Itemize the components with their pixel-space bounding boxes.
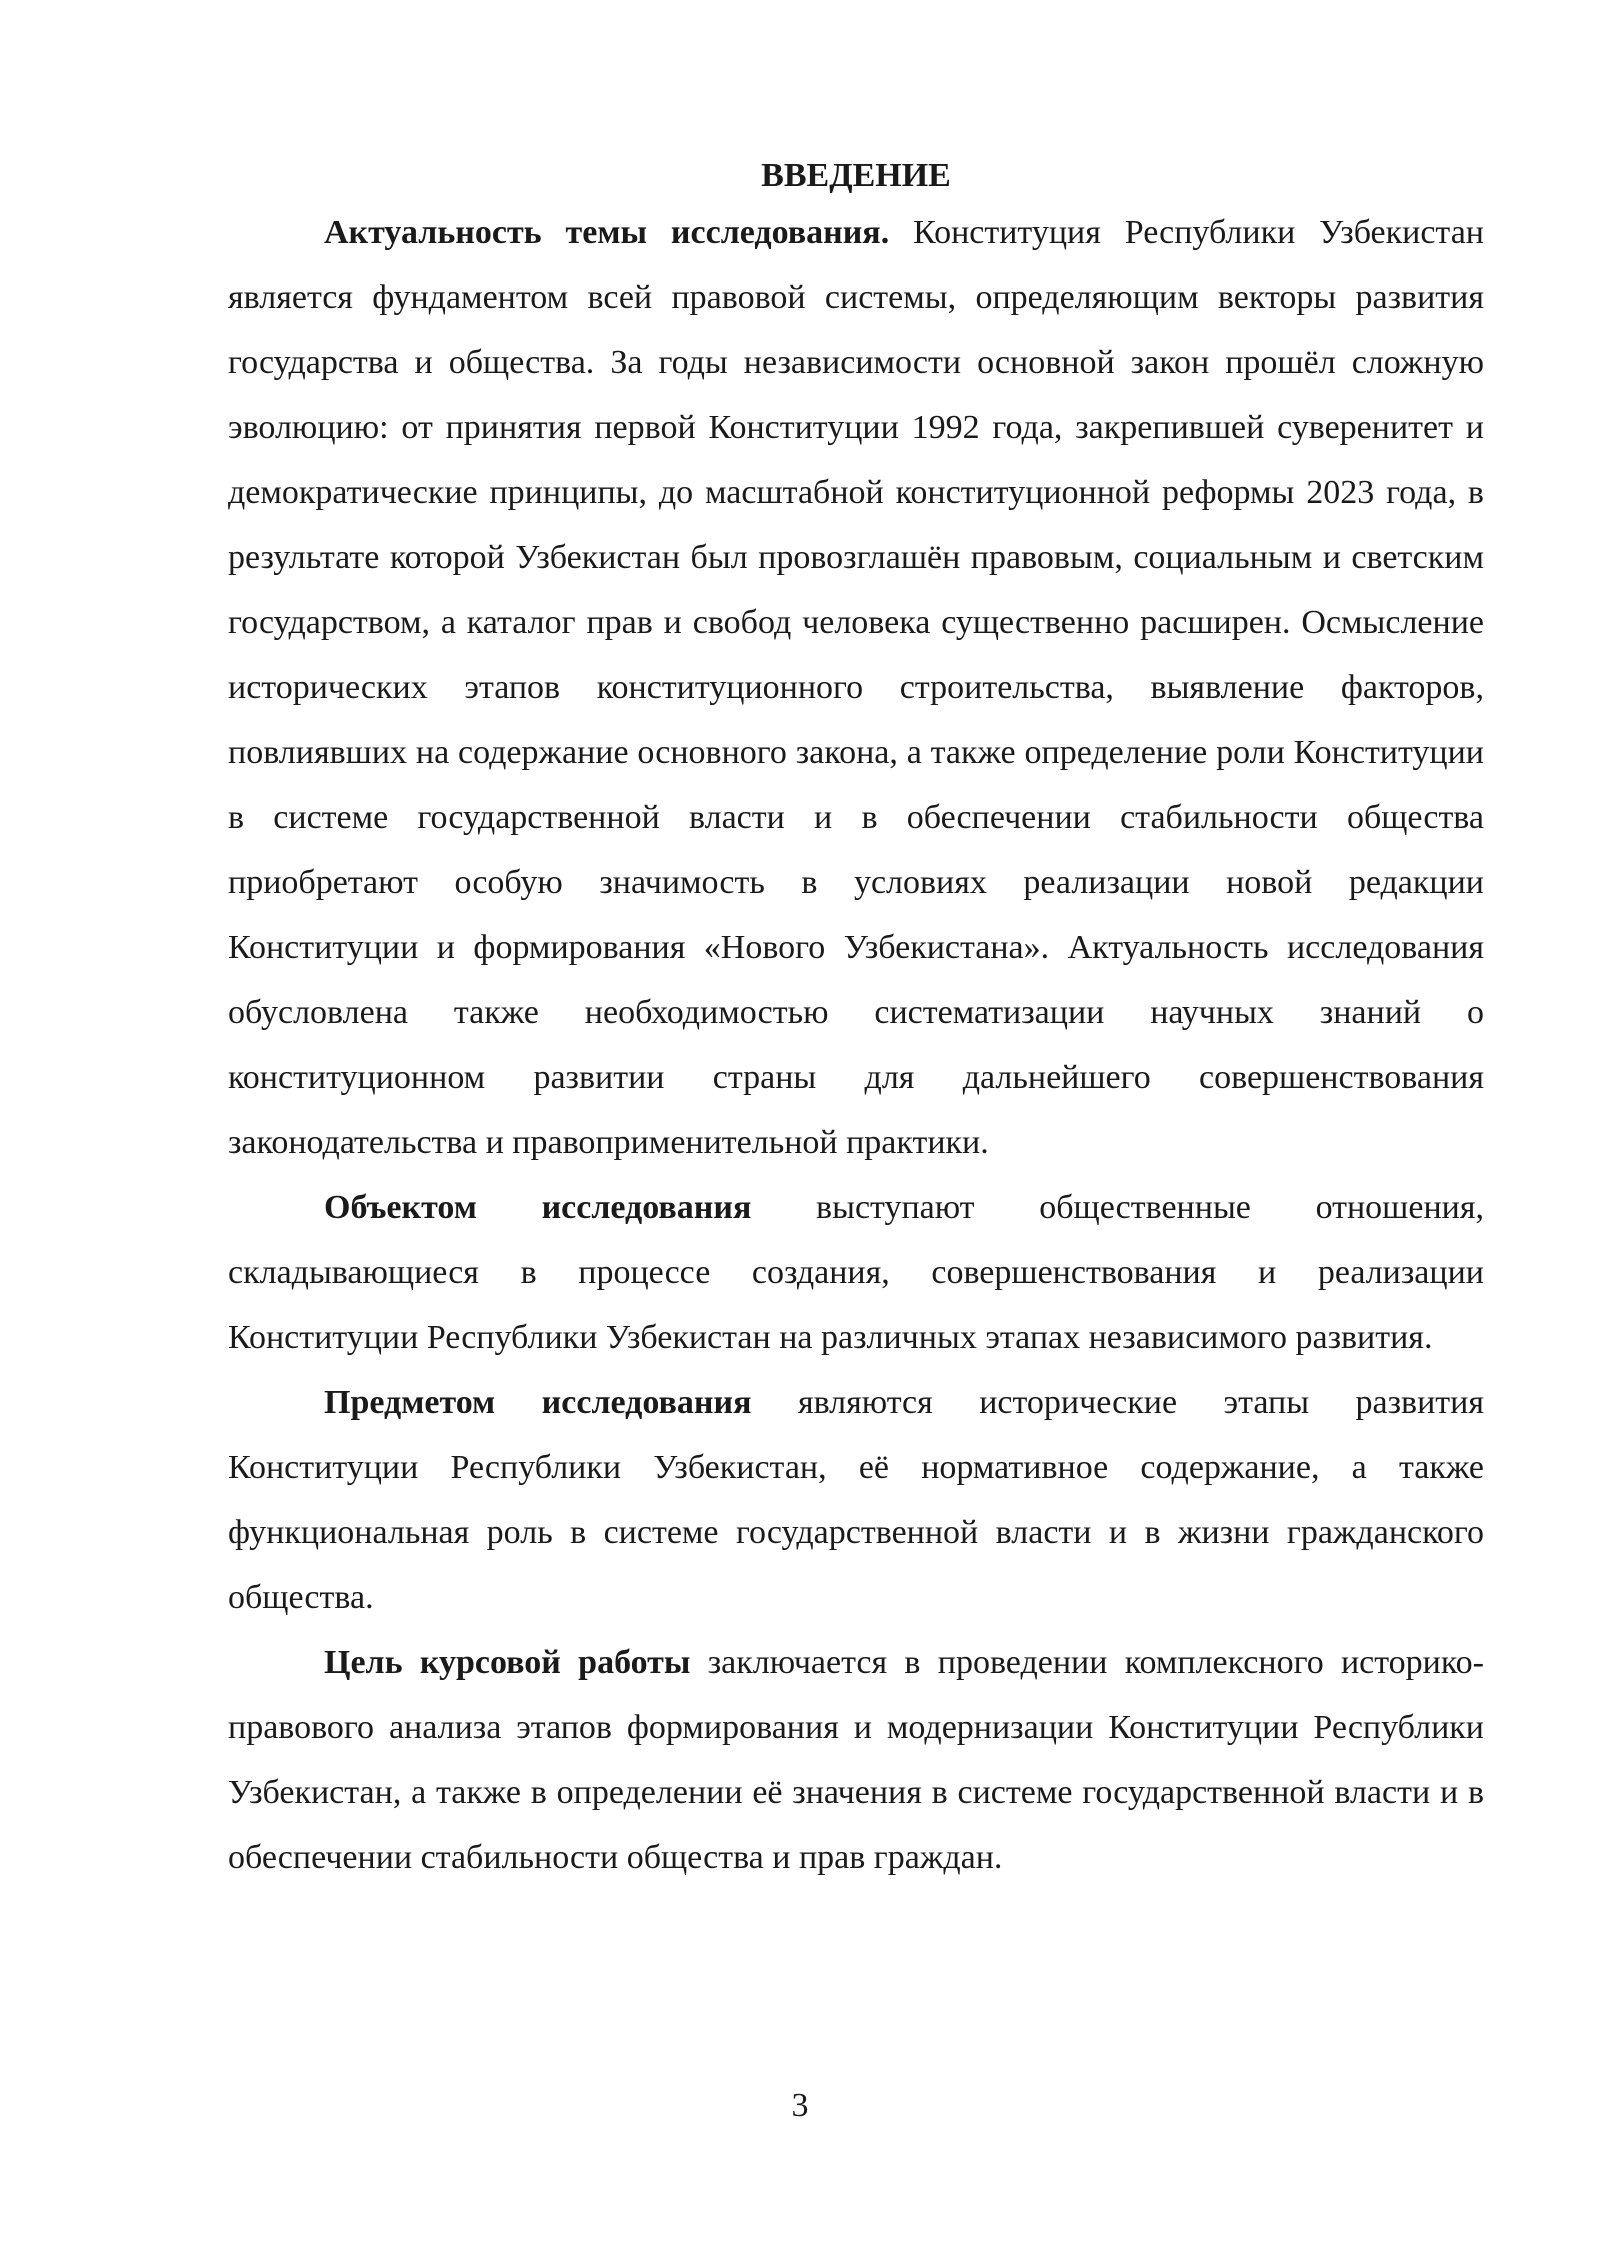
paragraph-relevance [228, 200, 1484, 1175]
paragraph-goal [228, 1630, 1484, 1890]
paragraph-text-object: выступают общественные отношения, складывающиеся в процессе создания, совершенствования и реализации Конституции Республики Узбекистан на различных этапах независимого развития. [228, 1189, 1484, 1356]
page-content [228, 152, 1484, 1890]
paragraph-lead-object: Объектом исследования [324, 1189, 752, 1226]
paragraph-text-goal: заключается в проведении комплексного историко-правового анализа этапов формирования и модернизации Конституции Республики Узбекистан, а также в определении её значения в системе государственной власти и в обеспечении стабильности общества и прав граждан. [228, 1644, 1484, 1876]
paragraph-object [228, 1175, 1484, 1370]
page-number: 3 [791, 2087, 809, 2124]
paragraph-lead-relevance: Актуальность темы исследования. [324, 214, 890, 251]
paragraph-lead-subject: Предметом исследования [324, 1384, 752, 1421]
paragraph-subject [228, 1370, 1484, 1630]
paragraph-text-subject: являются исторические этапы развития Конституции Республики Узбекистан, её нормативное содержание, а также функциональная роль в системе государственной власти и в жизни гражданского общества. [228, 1384, 1484, 1616]
paragraph-text-relevance: Конституция Республики Узбекистан является фундаментом всей правовой системы, определяющим векторы развития государства и общества. За годы независимости основной закон прошёл сложную эволюцию: от принятия первой Конституции 1992 года, закрепившей суверенитет и демократические принципы, до масштабной конституционной реформы 2023 года, в результате которой Узбекистан был провозглашён правовым, социальным и светским государством, а каталог прав и свобод человека существенно расширен. Осмысление исторических этапов конституционного строительства, выявление факторов, повлиявших на содержание основного закона, а также определение роли Конституции в системе государственной власти и в обеспечении стабильности общества приобретают особую значимость в условиях реализации новой редакции Конституции и формирования «Нового Узбекистана». Актуальность исследования обусловлена также необходимостью систематизации научных знаний о конституционном развитии страны для дальнейшего совершенствования законодательства и правоприменительной практики. [228, 214, 1484, 1161]
section-heading: ВВЕДЕНИЕ [761, 157, 951, 194]
paragraph-lead-goal: Цель курсовой работы [324, 1644, 691, 1681]
